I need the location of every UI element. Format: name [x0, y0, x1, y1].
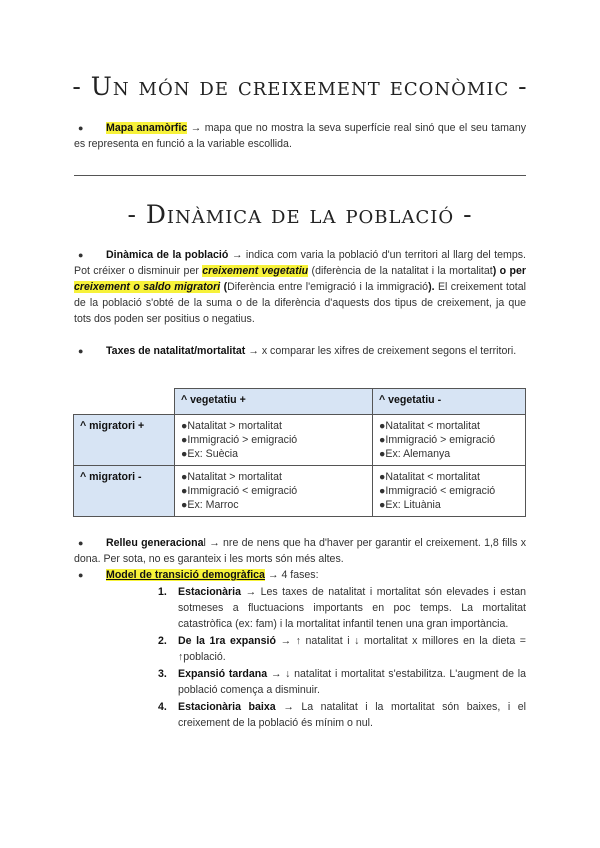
list-item — [158, 633, 526, 665]
dinamica-paragraph — [74, 247, 526, 327]
phase-number: 1. — [158, 586, 167, 598]
vegetatiu-highlight: creixement vegetatiu — [202, 265, 309, 277]
phase-text: → Les taxes de natalitat i mortalitat són elevades i estan sotmeses a fluctuacions importants en poc temps. La mortalitat catastròfica (ex: fam) i la mortalitat infantil tenen una gran importància. — [178, 586, 526, 630]
dinamica-text-2: (diferència de la natalitat i la mortalitat — [311, 265, 493, 277]
phase-text: → ↑ natalitat i ↓ mortalitat x millores en la dieta = ↑població. — [178, 635, 526, 663]
phase-text: → La natalitat i la mortalitat són baixes, i el creixement de la població és mínim o nul. — [178, 701, 526, 729]
cell-line: ●Immigració > emigració — [181, 434, 298, 446]
anamorfic-text: mapa que no mostra la seva superfície real sinó que el seu tamany es representa en funció a la variable escollida. — [74, 122, 527, 150]
model-term: Model de transició demogràfica — [106, 569, 265, 581]
taxes-paragraph — [74, 343, 526, 359]
relleu-term-tail: l — [203, 537, 206, 549]
cell-line: ●Immigració > emigració — [379, 434, 496, 446]
phase-number: 4. — [158, 701, 167, 713]
cell-line: ●Ex: Alemanya — [379, 448, 451, 460]
page-title: - Un món de creixement econòmic - — [72, 72, 528, 101]
cell-line: ●Natalitat > mortalitat — [181, 471, 282, 483]
dinamica-term: Dinàmica de la població — [106, 249, 229, 261]
table-cell — [373, 415, 526, 466]
migratori-highlight: creixement o saldo migratori — [74, 281, 221, 293]
relleu-paragraph — [74, 535, 526, 567]
phase-number: 2. — [158, 635, 167, 647]
phase-number: 3. — [158, 668, 167, 680]
section-title: - Dinàmica de la població - — [127, 200, 473, 229]
phase-text: → ↓ natalitat i mortalitat s'estabilitza. L'augment de la població comença a disminuir. — [178, 668, 526, 696]
phases-list — [158, 584, 526, 732]
dinamica-text-1: → indica com varia la població d'un territori al llarg del temps. Pot créixer o disminuir per — [74, 249, 527, 277]
list-item — [158, 666, 526, 698]
table-col-header: ^ vegetatiu - — [373, 389, 526, 415]
table-corner — [74, 389, 175, 415]
dinamica-text-4: ( — [223, 281, 228, 293]
cell-line: ●Ex: Suècia — [181, 448, 239, 460]
anamorfic-paragraph — [74, 120, 526, 152]
cell-line: ●Ex: Lituània — [379, 499, 441, 511]
taxes-term: Taxes de natalitat/mortalitat — [106, 345, 246, 357]
taxes-text: → x comparar les xifres de creixement segons el territori. — [248, 345, 517, 357]
cell-line: ●Natalitat < mortalitat — [379, 471, 480, 483]
table-row — [74, 415, 526, 466]
section-divider — [74, 175, 526, 176]
table-cell — [175, 415, 373, 466]
table-header-row — [74, 389, 526, 415]
table-cell — [373, 466, 526, 517]
table-row-header: ^ migratori - — [74, 466, 175, 517]
table-row — [74, 466, 526, 517]
relleu-term: Relleu generaciona — [106, 537, 204, 549]
bullet-icon: ● — [78, 250, 84, 260]
phase-term: Expansió tardana — [178, 668, 268, 680]
phase-term: Estacionària baixa — [178, 701, 276, 713]
dinamica-text-5: Diferència entre l'emigració i la immigració — [227, 281, 429, 293]
bullet-icon: ● — [78, 570, 84, 580]
table-col-header: ^ vegetatiu + — [175, 389, 373, 415]
relleu-text: → nre de nens que ha d'haver per garantir el creixement. 1,8 fills x dona. Per sota, no es garanteix i les morts són més altes. — [74, 537, 526, 565]
comparison-table — [73, 388, 526, 517]
cell-line: ●Immigració < emigració — [181, 485, 298, 497]
list-item — [158, 699, 526, 731]
phase-term: De la 1ra expansió — [178, 635, 276, 647]
model-text: → 4 fases: — [267, 569, 319, 581]
list-item — [158, 584, 526, 632]
anamorfic-arrow: → — [190, 122, 202, 134]
model-paragraph — [74, 567, 526, 583]
cell-line: ●Natalitat < mortalitat — [379, 420, 480, 432]
table-row-header: ^ migratori + — [74, 415, 175, 466]
cell-line: ●Ex: Marroc — [181, 499, 239, 511]
dinamica-text-3: ) o per — [492, 265, 526, 277]
bullet-icon: ● — [78, 538, 84, 548]
dinamica-text-6: ). — [428, 281, 435, 293]
cell-line: ●Immigració < emigració — [379, 485, 496, 497]
phase-term: Estacionària — [178, 586, 242, 598]
dinamica-text-7: El creixement total de la població s'obté de la suma o de la diferència d'aquests dos tipus de creixement, ja que tots dos poden ser positius o negatius. — [74, 281, 526, 325]
cell-line: ●Natalitat > mortalitat — [181, 420, 282, 432]
anamorfic-term: Mapa anamòrfic — [106, 122, 188, 134]
bullet-icon: ● — [78, 123, 84, 133]
bullet-icon: ● — [78, 346, 84, 356]
table-cell — [175, 466, 373, 517]
